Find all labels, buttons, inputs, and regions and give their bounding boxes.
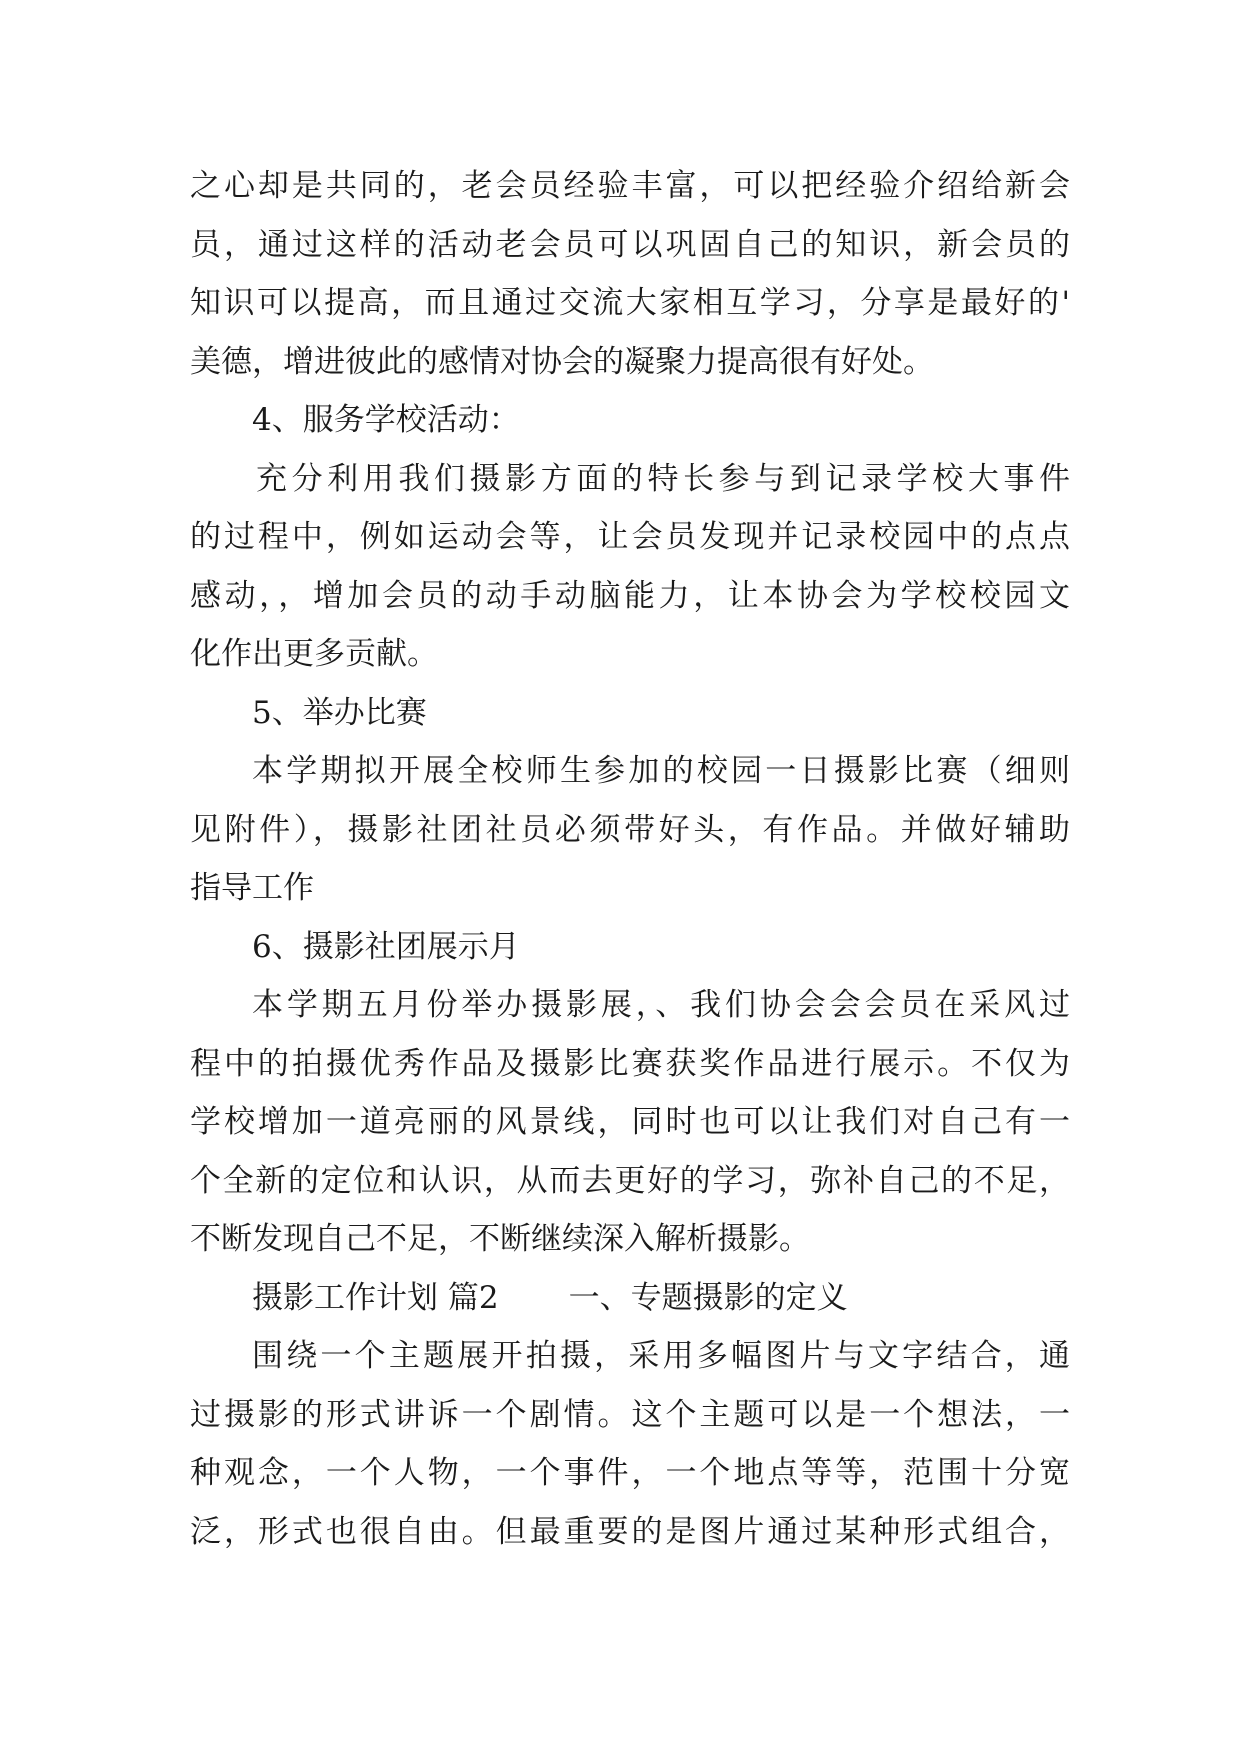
body-line: 过摄影的形式讲诉一个剧情。这个主题可以是一个想法，一 [190,1396,1070,1433]
body-line: 充分利用我们摄影方面的特长参与到记录学校大事件 [256,460,1070,497]
body-line: 种观念，一个人物，一个事件，一个地点等等，范围十分宽 [190,1455,1070,1491]
body-line: 本学期拟开展全校师生参加的校园一日摄影比赛（细则 [252,753,1070,789]
body-line: 指导工作 [190,870,314,906]
body-line: 个全新的定位和认识，从而去更好的学习，弥补自己的不足， [190,1162,1070,1199]
section-heading: 一、专题摄影的定义 [568,1279,848,1316]
body-line: 之心却是共同的，老会员经验丰富，可以把经验介绍给新会 [190,168,1070,204]
body-line: 程中的拍摄优秀作品及摄影比赛获奖作品进行展示。不仅为 [190,1045,1070,1082]
section-heading: 6、摄影社团展示月 [252,928,520,965]
body-line: 美德，增进彼此的感情对协会的凝聚力提高很有好处。 [190,343,934,380]
body-line: 的过程中，例如运动会等，让会员发现并记录校园中的点点 [190,519,1070,555]
body-line: 不断发现自己不足，不断继续深入解析摄影。 [190,1221,810,1257]
body-line: 泛，形式也很自由。但最重要的是图片通过某种形式组合， [190,1513,1070,1550]
body-line: 学校增加一道亮丽的风景线，同时也可以让我们对自己有一 [190,1104,1070,1140]
body-line: 围绕一个主题展开拍摄，采用多幅图片与文字结合，通 [252,1338,1070,1374]
body-line: 知识可以提高，而且通过交流大家相互学习，分享是最好的' [190,285,1070,321]
body-line: 化作出更多贡献。 [190,636,438,672]
body-line: 员，通过这样的活动老会员可以巩固自己的知识，新会员的 [190,226,1070,263]
body-line: 本学期五月份举办摄影展，、我们协会会会员在采风过 [252,987,1070,1023]
document-page [190,157,1070,1561]
plan-title: 摄影工作计划 篇2 [252,1279,499,1316]
plan-heading-row [190,1269,1070,1328]
section-heading: 4、服务学校活动： [252,402,520,438]
body-line: 感动，，增加会员的动手动脑能力，让本协会为学校校园文 [190,577,1070,614]
body-line: 见附件），摄影社团社员必须带好头，有作品。并做好辅助 [190,811,1070,848]
section-heading: 5、举办比赛 [252,694,427,731]
